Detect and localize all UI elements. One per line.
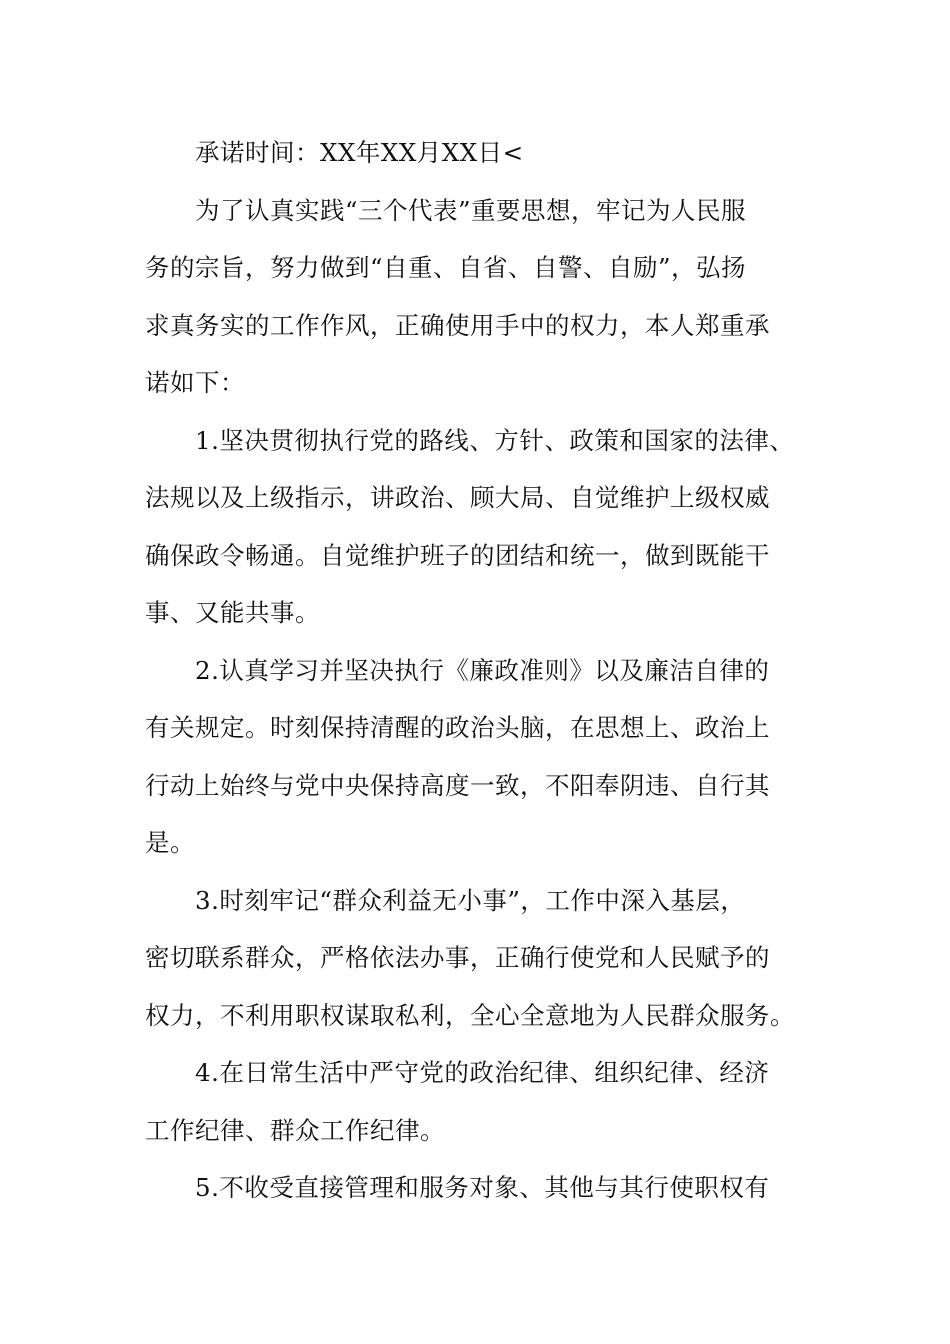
intro-line: 务的宗旨，努力做到“自重、自省、自警、自励”，弘扬 bbox=[145, 253, 747, 282]
intro-line: 诺如下： bbox=[145, 368, 245, 397]
commitment-date: 承诺时间：XX年XX月XX日< bbox=[195, 138, 524, 167]
item-line: 3.时刻牢记“群众利益无小事”，工作中深入基层， bbox=[195, 885, 746, 915]
item-line: 事、又能共事。 bbox=[145, 598, 320, 627]
item-line: 权力，不利用职权谋取私利，全心全意地为人民群众服务。 bbox=[145, 1000, 795, 1030]
item-line: 行动上始终与党中央保持高度一致，不阳奉阴违、自行其 bbox=[145, 770, 770, 800]
intro-line: 求真务实的工作作风，正确使用手中的权力，本人郑重承 bbox=[145, 310, 770, 340]
item-line: 法规以及上级指示，讲政治、顾大局、自觉维护上级权威 bbox=[145, 483, 770, 512]
item-line: 确保政令畅通。自觉维护班子的团结和统一，做到既能干 bbox=[145, 540, 770, 570]
item-line: 密切联系群众，严格依法办事，正确行使党和人民赋予的 bbox=[145, 943, 770, 972]
item-line: 有关规定。时刻保持清醒的政治头脑，在思想上、政治上 bbox=[145, 713, 770, 742]
commitment-item-3 bbox=[145, 881, 845, 1054]
commitment-item-5 bbox=[145, 1168, 845, 1226]
item-line: 是。 bbox=[145, 828, 195, 857]
item-line: 工作纪律、群众工作纪律。 bbox=[145, 1115, 445, 1145]
item-line: 1.坚决贯彻执行党的路线、方针、政策和国家的法律、 bbox=[195, 425, 795, 455]
document-body bbox=[145, 133, 845, 1226]
item-line: 5.不收受直接管理和服务对象、其他与其行使职权有 bbox=[195, 1173, 770, 1202]
item-line: 2.认真学习并坚决执行《廉政准则》以及廉洁自律的 bbox=[195, 655, 770, 685]
intro-paragraph bbox=[145, 191, 845, 421]
commitment-item-2 bbox=[145, 651, 845, 881]
item-line: 4.在日常生活中严守党的政治纪律、组织纪律、经济 bbox=[195, 1058, 770, 1087]
intro-line: 为了认真实践“三个代表”重要思想，牢记为人民服 bbox=[195, 195, 747, 225]
commitment-item-4 bbox=[145, 1053, 845, 1168]
commitment-item-1 bbox=[145, 421, 845, 651]
